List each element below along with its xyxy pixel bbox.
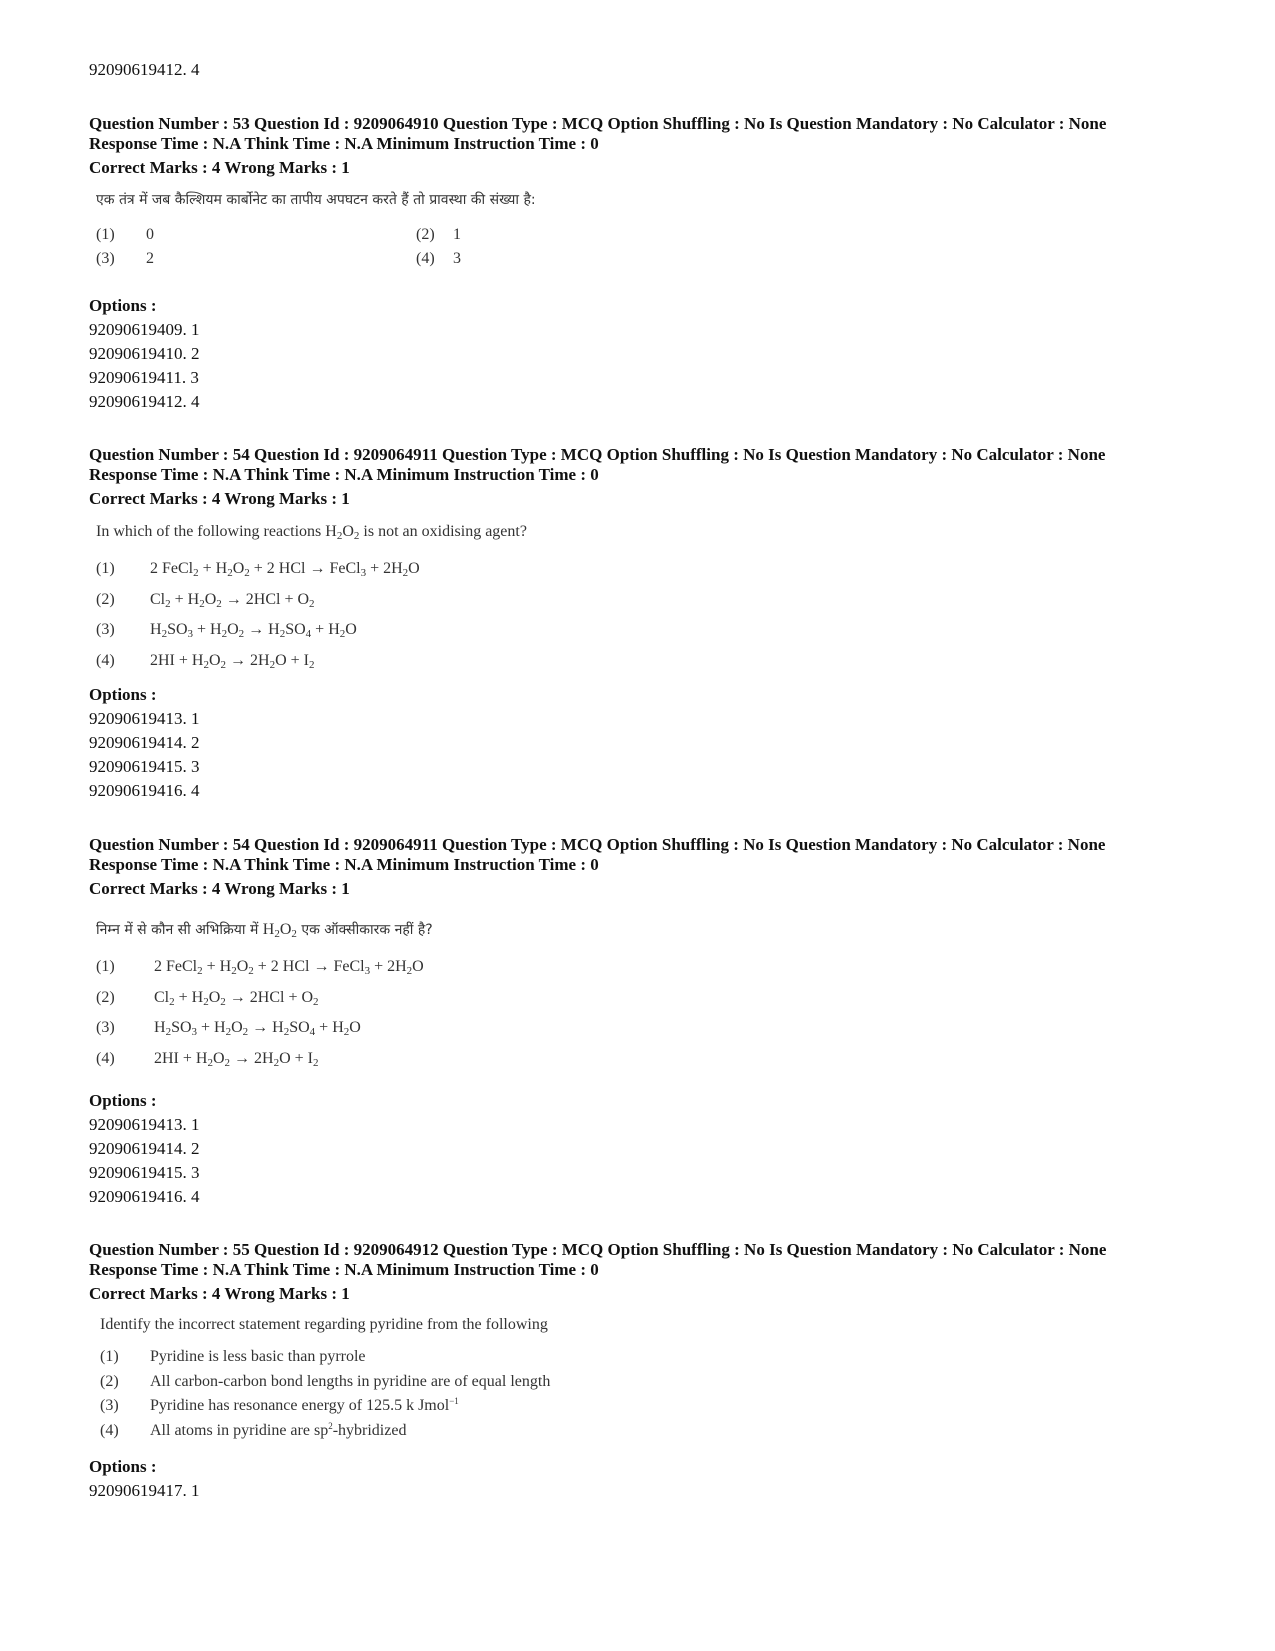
q53-choice-num: (3) bbox=[96, 250, 115, 267]
q54-hi-choice-num: (2) bbox=[96, 989, 115, 1006]
q54-options-label: Options : bbox=[89, 685, 157, 704]
q55-header-line-2: Response Time : N.A Think Time : N.A Minimum Instruction Time : 0 bbox=[89, 1260, 599, 1279]
q54-option-line: 92090619413. 1 bbox=[89, 709, 200, 728]
q53-choice-text: 0 bbox=[146, 226, 154, 243]
q53-choice-num: (4) bbox=[416, 250, 435, 267]
q55-options-label: Options : bbox=[89, 1457, 157, 1476]
q54-choice-equation: $Cl_2 + H_2O_2 \to 2HCl + O_2$ bbox=[150, 591, 315, 610]
q53-marks-line: Correct Marks : 4 Wrong Marks : 1 bbox=[89, 158, 350, 177]
q53-question-image bbox=[96, 188, 696, 278]
q54-choice-num: (2) bbox=[96, 591, 115, 608]
q54-statement: In which of the following reactions $H_2O_2$ is not an oxidising agent? bbox=[96, 523, 527, 542]
q54-hi-choice-equation: 2 FeCl$_2$ + $H_2O_2 + 2$ HCl → FeCl$_3$ + $2H_2O$ bbox=[154, 958, 424, 977]
q53-choice-text: 2 bbox=[146, 250, 154, 267]
q54-hi-choice-num: (3) bbox=[96, 1019, 115, 1036]
q53-option-line: 92090619411. 3 bbox=[89, 368, 199, 387]
q54-hi-options-label: Options : bbox=[89, 1091, 157, 1110]
q54-choice-num: (3) bbox=[96, 621, 115, 638]
q54-choice-num: (4) bbox=[96, 652, 115, 669]
q54-question-image bbox=[96, 520, 696, 680]
q55-marks-line: Correct Marks : 4 Wrong Marks : 1 bbox=[89, 1284, 350, 1303]
q55-choice-num: (3) bbox=[100, 1397, 119, 1414]
q54-hi-option-line: 92090619416. 4 bbox=[89, 1187, 200, 1206]
q53-choice-text: 1 bbox=[453, 226, 461, 243]
q54-choice-equation: $H_2SO_3 + H_2O_2 \to H_2SO_4 + H_2O$ bbox=[150, 621, 357, 640]
q53-option-line: 92090619409. 1 bbox=[89, 320, 200, 339]
q55-header-line-1: Question Number : 55 Question Id : 9209064912 Question Type : MCQ Option Shuffling : No Is Question Mandatory : No Calculator : None bbox=[89, 1240, 1107, 1259]
q55-question-image bbox=[100, 1316, 700, 1446]
q54-hi-choice-equation: $2HI + H_2O_2 \to 2H_2O + I_2$ bbox=[154, 1050, 319, 1069]
q53-header-line-2: Response Time : N.A Think Time : N.A Minimum Instruction Time : 0 bbox=[89, 134, 599, 153]
q53-choice-num: (1) bbox=[96, 226, 115, 243]
q55-choice-num: (4) bbox=[100, 1422, 119, 1439]
q54-hi-option-line: 92090619415. 3 bbox=[89, 1163, 200, 1182]
q53-header-line-1: Question Number : 53 Question Id : 9209064910 Question Type : MCQ Option Shuffling : No Is Question Mandatory : No Calculator : None bbox=[89, 114, 1107, 133]
q54-option-line: 92090619416. 4 bbox=[89, 781, 200, 800]
q54-hi-marks-line: Correct Marks : 4 Wrong Marks : 1 bbox=[89, 879, 350, 898]
q53-options-label: Options : bbox=[89, 296, 157, 315]
q55-choice-text: Pyridine is less basic than pyrrole bbox=[150, 1348, 366, 1365]
q54-choice-equation: $2HI + H_2O_2 \to 2H_2O + I_2$ bbox=[150, 652, 315, 671]
q54-hi-header-line-2: Response Time : N.A Think Time : N.A Minimum Instruction Time : 0 bbox=[89, 855, 599, 874]
q55-choice-num: (2) bbox=[100, 1373, 119, 1390]
q55-choice-text: All atoms in pyridine are $sp^2$-hybridized bbox=[150, 1421, 407, 1439]
q54-hi-choice-equation: $Cl_2 + H_2O_2 \to 2HCl + O_2$ bbox=[154, 989, 319, 1008]
prev-option-line: 92090619412. 4 bbox=[89, 60, 200, 79]
q55-choice-text: Pyridine has resonance energy of 125.5 k Jmol$^{-1}$ bbox=[150, 1396, 459, 1414]
q54-hi-option-line: 92090619414. 2 bbox=[89, 1139, 200, 1158]
q53-option-line: 92090619410. 2 bbox=[89, 344, 200, 363]
q54-hi-option-line: 92090619413. 1 bbox=[89, 1115, 200, 1134]
q54-hi-choice-num: (1) bbox=[96, 958, 115, 975]
q54-option-line: 92090619414. 2 bbox=[89, 733, 200, 752]
q53-choice-text: 3 bbox=[453, 250, 461, 267]
q53-statement: एक तंत्र में जब कैल्शियम कार्बोनेट का तापीय अपघटन करते हैं तो प्रावस्था की संख्या है: bbox=[96, 192, 536, 208]
q55-choice-num: (1) bbox=[100, 1348, 119, 1365]
q54-option-line: 92090619415. 3 bbox=[89, 757, 200, 776]
q55-option-line: 92090619417. 1 bbox=[89, 1481, 200, 1500]
q54-choice-equation: 2 FeCl$_2$ + $H_2O_2 + 2$ HCl → FeCl$_3$ + $2H_2O$ bbox=[150, 560, 420, 579]
q54-hi-header-line-1: Question Number : 54 Question Id : 9209064911 Question Type : MCQ Option Shuffling : No Is Question Mandatory : No Calculator : None bbox=[89, 835, 1106, 854]
q53-choice-num: (2) bbox=[416, 226, 435, 243]
q53-option-line: 92090619412. 4 bbox=[89, 392, 200, 411]
q54-header-line-1: Question Number : 54 Question Id : 9209064911 Question Type : MCQ Option Shuffling : No Is Question Mandatory : No Calculator : None bbox=[89, 445, 1106, 464]
q54-hi-statement: निम्न में से कौन सी अभिक्रिया में $H_2O_2$ एक ऑक्सीकारक नहीं है? bbox=[96, 921, 433, 940]
q54-hi-choice-equation: $H_2SO_3 + H_2O_2 \to H_2SO_4 + H_2O$ bbox=[154, 1019, 361, 1038]
q54-marks-line: Correct Marks : 4 Wrong Marks : 1 bbox=[89, 489, 350, 508]
q54-header-line-2: Response Time : N.A Think Time : N.A Minimum Instruction Time : 0 bbox=[89, 465, 599, 484]
q54-choice-num: (1) bbox=[96, 560, 115, 577]
q54-hi-choice-num: (4) bbox=[96, 1050, 115, 1067]
q55-choice-text: All carbon-carbon bond lengths in pyridine are of equal length bbox=[150, 1373, 551, 1390]
q55-statement: Identify the incorrect statement regarding pyridine from the following bbox=[100, 1316, 548, 1333]
q54-hi-question-image bbox=[96, 918, 696, 1078]
